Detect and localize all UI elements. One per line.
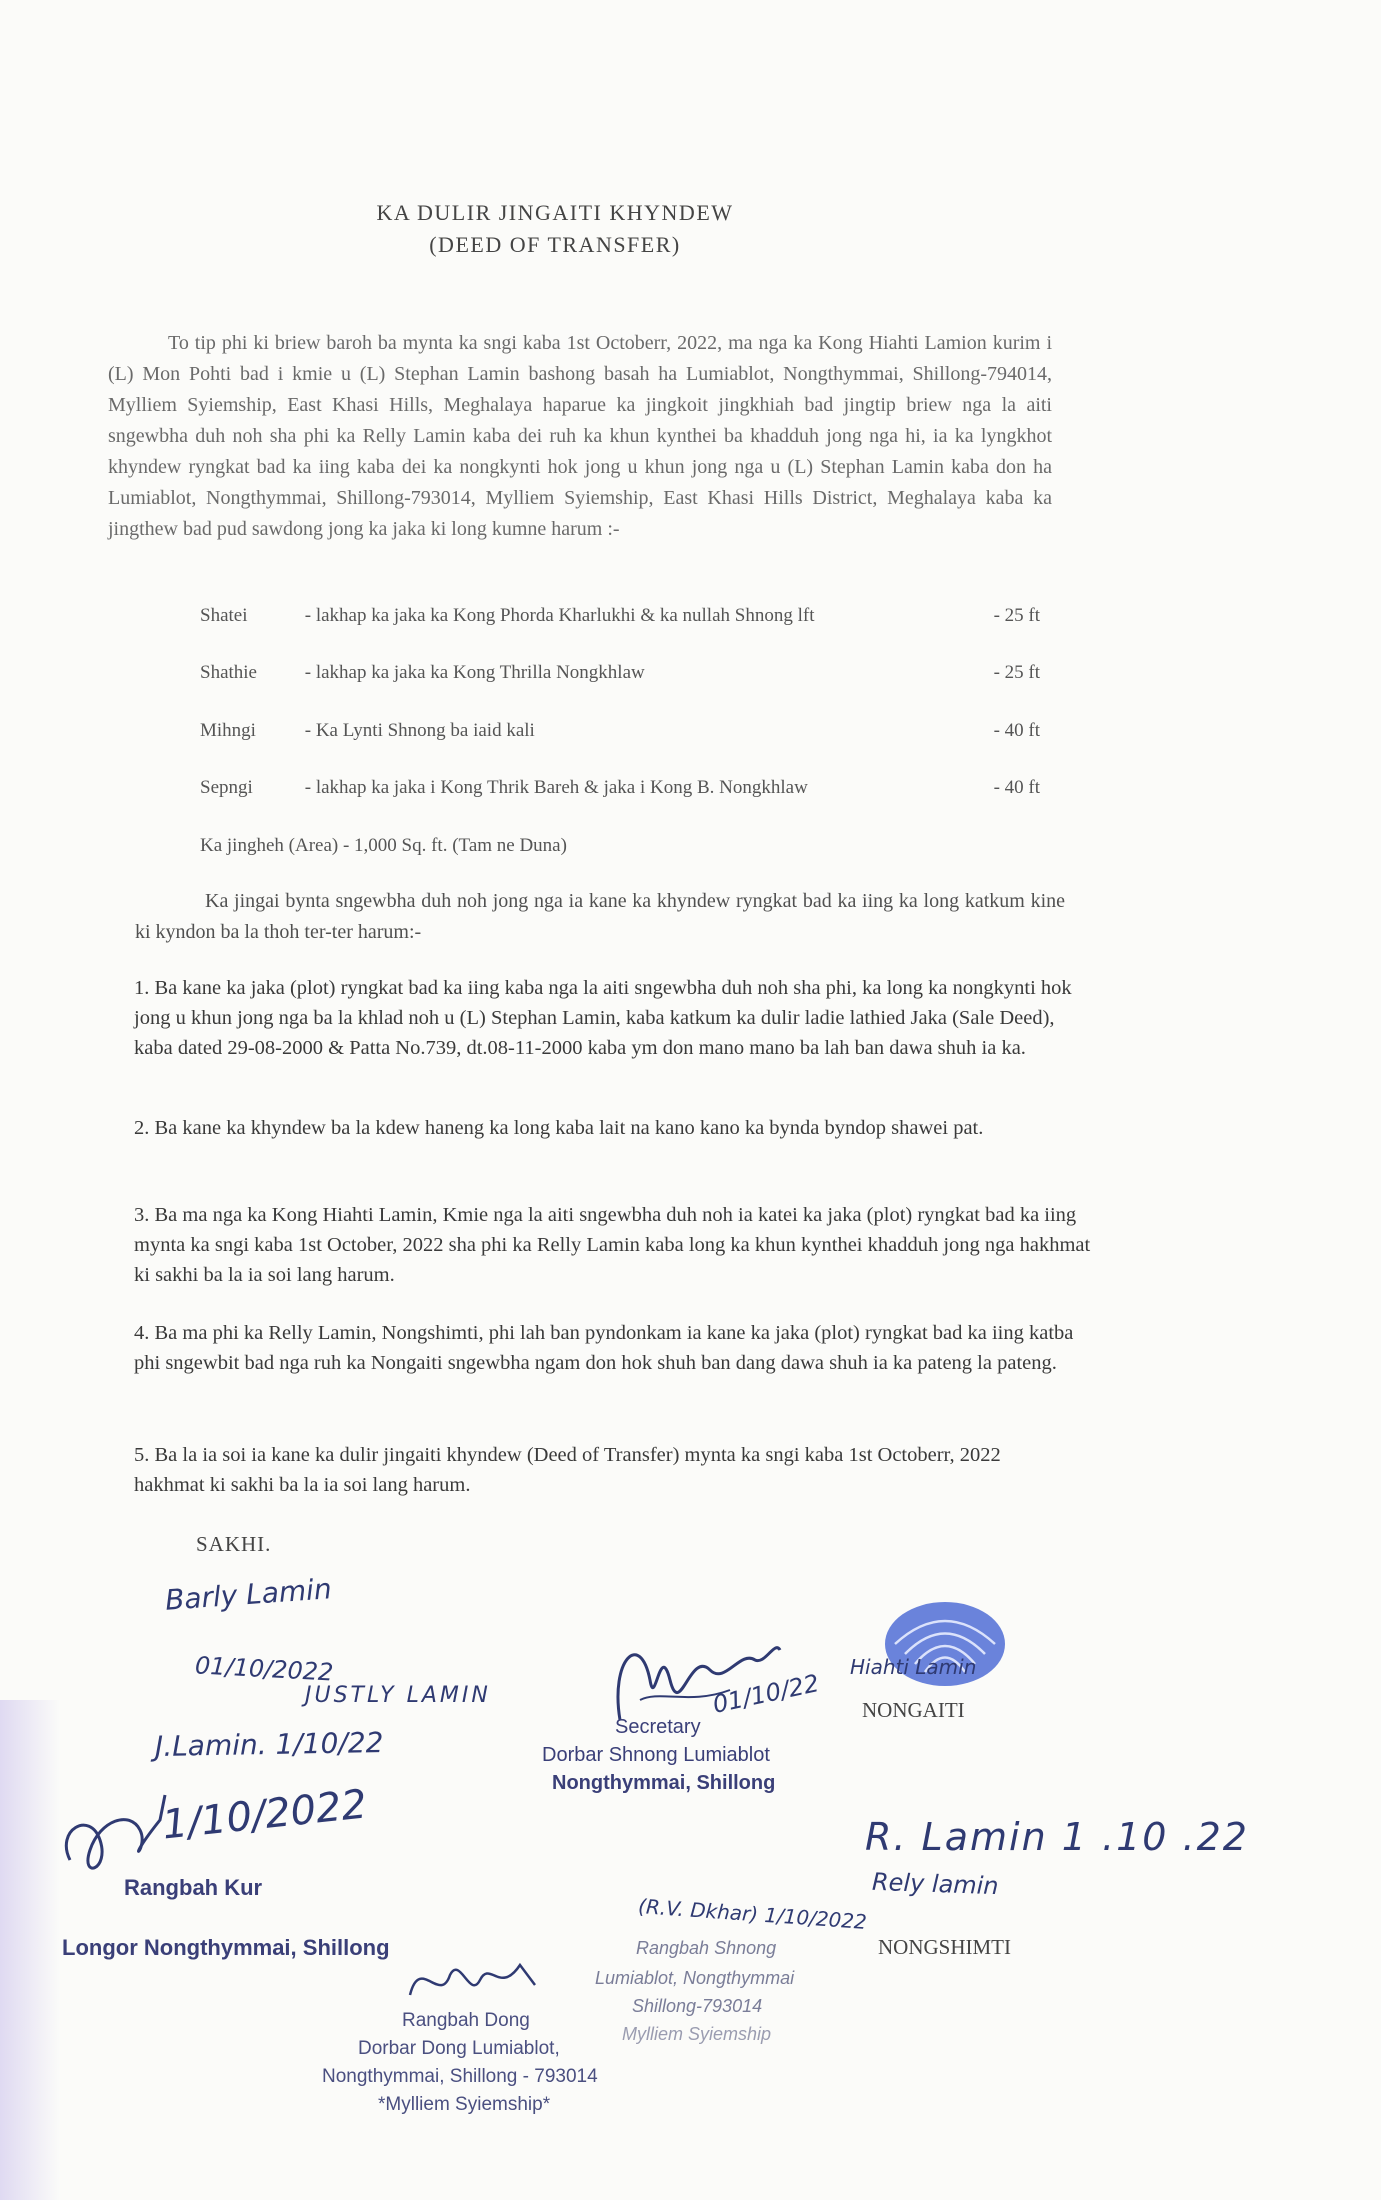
boundary-desc: - lakhap ka jaka ka Kong Phorda Kharlukhi & ka nullah Shnong lft <box>304 605 815 626</box>
rangbah-shnong-signature: (R.V. Dkhar) 1/10/2022 <box>637 1894 868 1934</box>
boundary-value: - 40 ft <box>993 720 1040 741</box>
clause-5: 5. Ba la ia soi ia kane ka dulir jingaiti khyndew (Deed of Transfer) mynta ka sngi kaba 1st Octoberr, 2022 hakhmat ki sakhi ba la ia soi lang harum. <box>134 1444 1001 1496</box>
boundary-desc: - lakhap ka jaka ka Kong Thrilla Nongkhlaw <box>304 662 645 683</box>
boundary-row <box>200 777 1050 799</box>
boundary-side: Sepngi <box>200 777 253 798</box>
witness-1-date: 01/10/2022 <box>194 1651 334 1687</box>
area-row: Ka jingheh (Area) - 1,000 Sq. ft. (Tam ne Duna) <box>200 835 567 856</box>
nongaiti-label: NONGAITI <box>862 1698 965 1722</box>
rangbah-kur-stamp-title: Rangbah Kur <box>124 1875 263 1900</box>
boundary-row <box>200 720 1050 742</box>
witness-2-signature: JUSTLY LAMIN <box>305 1683 491 1708</box>
rangbah-dong-stamp-region: *Mylliem Syiemship* <box>378 2094 551 2115</box>
rangbah-shnong-stamp-city: Shillong-793014 <box>632 1996 763 2016</box>
boundary-value: - 40 ft <box>993 777 1040 798</box>
rangbah-dong-stamp-title: Rangbah Dong <box>402 2010 530 2031</box>
rangbah-dong-scribble-icon <box>400 1945 540 2015</box>
nongshimti-signature: Rely lamin <box>871 1867 1000 1901</box>
rangbah-shnong-stamp-title: Rangbah Shnong <box>636 1938 777 1958</box>
witness-1-signature: Barly Lamin <box>164 1572 333 1617</box>
nongshimti-signature-line: R. Lamin 1 .10 .22 <box>865 1815 1249 1859</box>
secretary-stamp-place: Nongthymmai, Shillong <box>552 1772 776 1794</box>
boundary-desc: - Ka Lynti Shnong ba iaid kali <box>304 720 535 741</box>
clause-3: 3. Ba ma nga ka Kong Hiahti Lamin, Kmie nga la aiti sngewbha duh noh ia katei ka jaka (plot) ryngkat bad ka iing mynta ka sngi kaba 1st October, 2022 sha phi ka Relly Lamin kaba long ka khun kynthei khadduh jong nga hakhmat ki sakhi ba la ia soi lang harum. <box>134 1204 1091 1286</box>
secretary-scribble-icon <box>600 1620 800 1730</box>
secretary-signature-mark <box>600 1620 800 1730</box>
intro-paragraph: To tip phi ki briew baroh ba mynta ka sngi kaba 1st Octoberr, 2022, ma nga ka Kong Hiahti Lamion kurim i (L) Mon Pohti bad i kmie u (L) Stephan Lamin bashong basah ha Lumiablot, Nongthymmai, Shillong-794014, Mylliem Syiemship, East Khasi Hills, Meghalaya haparue ka jingkoit jingkhiah bad jingtip briew nga la aiti sngewbha duh noh sha phi ka Relly Lamin kaba dei ruh ka khun kynthei ba khadduh jong nga hi, ia ka lyngkhot khyndew ryngkat bad ka iing kaba dei ka nongkynti hok jong u khun jong nga u (L) Stephan Lamin kaba don ha Lumiablot, Nongthymmai, Shillong-793014, Mylliem Syiemship, East Khasi Hills District, Meghalaya kaba ka jingthew bad pud sawdong jong ka jaka ki long kumne harum :- <box>108 332 1052 540</box>
nongaiti-signature: Hiahti Lamin <box>850 1655 977 1679</box>
document-subtitle: (DEED OF TRANSFER) <box>429 232 681 257</box>
boundary-side: Mihngi <box>200 720 256 741</box>
nongshimti-label: NONGSHIMTI <box>878 1935 1011 1959</box>
boundary-value: - 25 ft <box>993 605 1040 626</box>
rangbah-shnong-stamp-region: Mylliem Syiemship <box>622 2024 772 2044</box>
clause-1: 1. Ba kane ka jaka (plot) ryngkat bad ka iing kaba nga la aiti sngewbha duh noh sha phi, ka long ka nongkynti hok jong u khun jong nga ba la khlad noh u (L) Stephan Lamin, kaba katkum ka dulir ladie lathied Jaka (Sale Deed), kaba dated 29-08-2000 & Patta No.739, dt.08-11-2000 kaba ym don mano mano ba lah ban dawa shuh ia ka. <box>134 977 1072 1059</box>
secretary-stamp-title: Secretary <box>615 1716 701 1738</box>
boundary-value: - 25 ft <box>993 662 1040 683</box>
boundary-side: Shathie <box>200 662 257 683</box>
secretary-date: 01/10/22 <box>710 1669 822 1719</box>
summary-paragraph: Ka jingai bynta sngewbha duh noh jong nga ia kane ka khyndew ryngkat bad ka iing ka long katkum kine ki kyndon ba la thoh ter-ter harum:- <box>135 890 1065 943</box>
rangbah-dong-signature <box>400 1945 540 2015</box>
rangbah-dong-stamp-place: Nongthymmai, Shillong - 793014 <box>322 2066 598 2087</box>
rangbah-kur-stamp-place: Longor Nongthymmai, Shillong <box>62 1935 390 1960</box>
rangbah-dong-stamp-org: Dorbar Dong Lumiablot, <box>358 2038 560 2059</box>
clause-4: 4. Ba ma phi ka Relly Lamin, Nongshimti, phi lah ban pyndonkam ia kane ka jaka (plot) ryngkat bad ka iing katba phi sngewbit bad nga ruh ka Nongaiti sngewbha ngam don hok shuh ban dang dawa shuh ia ka pateng la pateng. <box>134 1322 1074 1374</box>
boundary-row <box>200 662 1050 684</box>
clause-2: 2. Ba kane ka khyndew ba la kdew haneng ka long kaba lait na kano kano ka bynda byndop shawei pat. <box>134 1117 984 1139</box>
boundary-side: Shatei <box>200 605 248 626</box>
boundary-desc: - lakhap ka jaka i Kong Thrik Bareh & jaka i Kong B. Nongkhlaw <box>304 777 808 798</box>
boundary-row <box>200 605 1050 627</box>
document-title: KA DULIR JINGAITI KHYNDEW <box>376 200 734 225</box>
secretary-stamp-org: Dorbar Shnong Lumiablot <box>542 1744 770 1766</box>
rangbah-kur-date: 1/10/2022 <box>160 1781 369 1849</box>
paper-edge-shadow <box>0 1700 60 2200</box>
sakhi-label: SAKHI. <box>196 1532 272 1556</box>
witness-3-signature: J.Lamin. 1/10/22 <box>154 1726 384 1763</box>
rangbah-shnong-stamp-place: Lumiablot, Nongthymmai <box>595 1968 795 1988</box>
